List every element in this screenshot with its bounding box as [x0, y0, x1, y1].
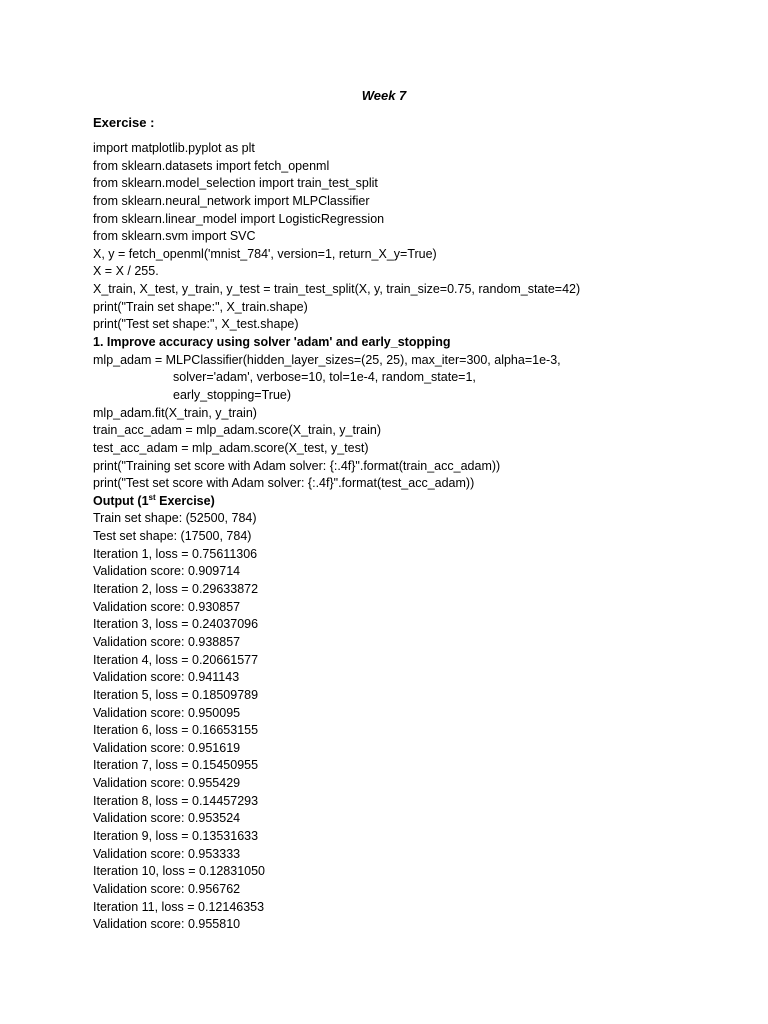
code-line: mlp_adam = MLPClassifier(hidden_layer_sizes=(25, 25), max_iter=300, alpha=1e-3,	[93, 352, 561, 367]
output-line: Iteration 4, loss = 0.20661577	[93, 652, 259, 667]
code-line: import matplotlib.pyplot as plt	[93, 141, 255, 155]
code-line: from sklearn.svm import SVC	[93, 229, 256, 244]
section-heading: 1. Improve accuracy using solver 'adam' and early_stopping	[93, 335, 451, 350]
output-line: Validation score: 0.941143	[93, 670, 240, 685]
output-line: Iteration 8, loss = 0.14457293	[93, 793, 259, 808]
exercise-heading: Exercise :	[93, 115, 155, 130]
document-body	[93, 140, 733, 934]
code-block-mlp	[93, 352, 733, 493]
output-line: Iteration 3, loss = 0.24037096	[93, 617, 259, 632]
output-line: Iteration 1, loss = 0.75611306	[93, 546, 258, 561]
output-line: Iteration 11, loss = 0.12146353	[93, 899, 265, 914]
output-line: Validation score: 0.955810	[93, 917, 241, 932]
code-line: train_acc_adam = mlp_adam.score(X_train, y_train)	[93, 423, 381, 438]
code-line: X_train, X_test, y_train, y_test = train_test_split(X, y, train_size=0.75, random_state=42)	[93, 282, 581, 297]
output-line: Validation score: 0.950095	[93, 705, 241, 720]
output-line: Train set shape: (52500, 784)	[93, 511, 257, 526]
code-line: print("Test set shape:", X_test.shape)	[93, 317, 299, 332]
code-block-imports	[93, 140, 733, 334]
output-heading	[93, 493, 733, 511]
output-line: Validation score: 0.956762	[93, 881, 241, 896]
output-heading-suffix: Exercise)	[155, 493, 215, 508]
output-line: Validation score: 0.951619	[93, 740, 241, 755]
output-line: Test set shape: (17500, 784)	[93, 529, 252, 544]
code-line: X = X / 255.	[93, 264, 159, 279]
code-line: print("Test set score with Adam solver: {:.4f}".format(test_acc_adam))	[93, 476, 475, 491]
code-line: X, y = fetch_openml('mnist_784', version=1, return_X_y=True)	[93, 246, 437, 261]
output-line: Validation score: 0.955429	[93, 776, 241, 791]
output-block	[93, 510, 733, 933]
code-line: from sklearn.neural_network import MLPClassifier	[93, 193, 370, 208]
code-line: early_stopping=True)	[173, 387, 292, 402]
output-line: Iteration 5, loss = 0.18509789	[93, 687, 259, 702]
code-line: from sklearn.datasets import fetch_openml	[93, 158, 330, 173]
output-heading-prefix: Output (1	[93, 493, 149, 508]
output-line: Iteration 9, loss = 0.13531633	[93, 828, 259, 843]
output-heading-superscript: st	[148, 492, 156, 502]
code-line: from sklearn.linear_model import LogisticRegression	[93, 211, 385, 226]
output-line: Iteration 7, loss = 0.15450955	[93, 758, 259, 773]
code-line: print("Train set shape:", X_train.shape)	[93, 299, 308, 314]
output-line: Validation score: 0.953333	[93, 846, 241, 861]
output-line: Iteration 6, loss = 0.16653155	[93, 723, 259, 738]
output-line: Iteration 2, loss = 0.29633872	[93, 582, 259, 597]
code-line: test_acc_adam = mlp_adam.score(X_test, y_test)	[93, 440, 369, 455]
output-line: Validation score: 0.930857	[93, 599, 241, 614]
code-line: mlp_adam.fit(X_train, y_train)	[93, 405, 257, 420]
output-line: Validation score: 0.938857	[93, 634, 241, 649]
output-line: Iteration 10, loss = 0.12831050	[93, 864, 266, 879]
output-line: Validation score: 0.909714	[93, 564, 241, 579]
page-title: Week 7	[361, 88, 407, 103]
code-line: from sklearn.model_selection import train_test_split	[93, 176, 378, 191]
code-line: print("Training set score with Adam solver: {:.4f}".format(train_acc_adam))	[93, 458, 501, 473]
code-line: solver='adam', verbose=10, tol=1e-4, random_state=1,	[173, 370, 476, 385]
output-line: Validation score: 0.953524	[93, 811, 241, 826]
